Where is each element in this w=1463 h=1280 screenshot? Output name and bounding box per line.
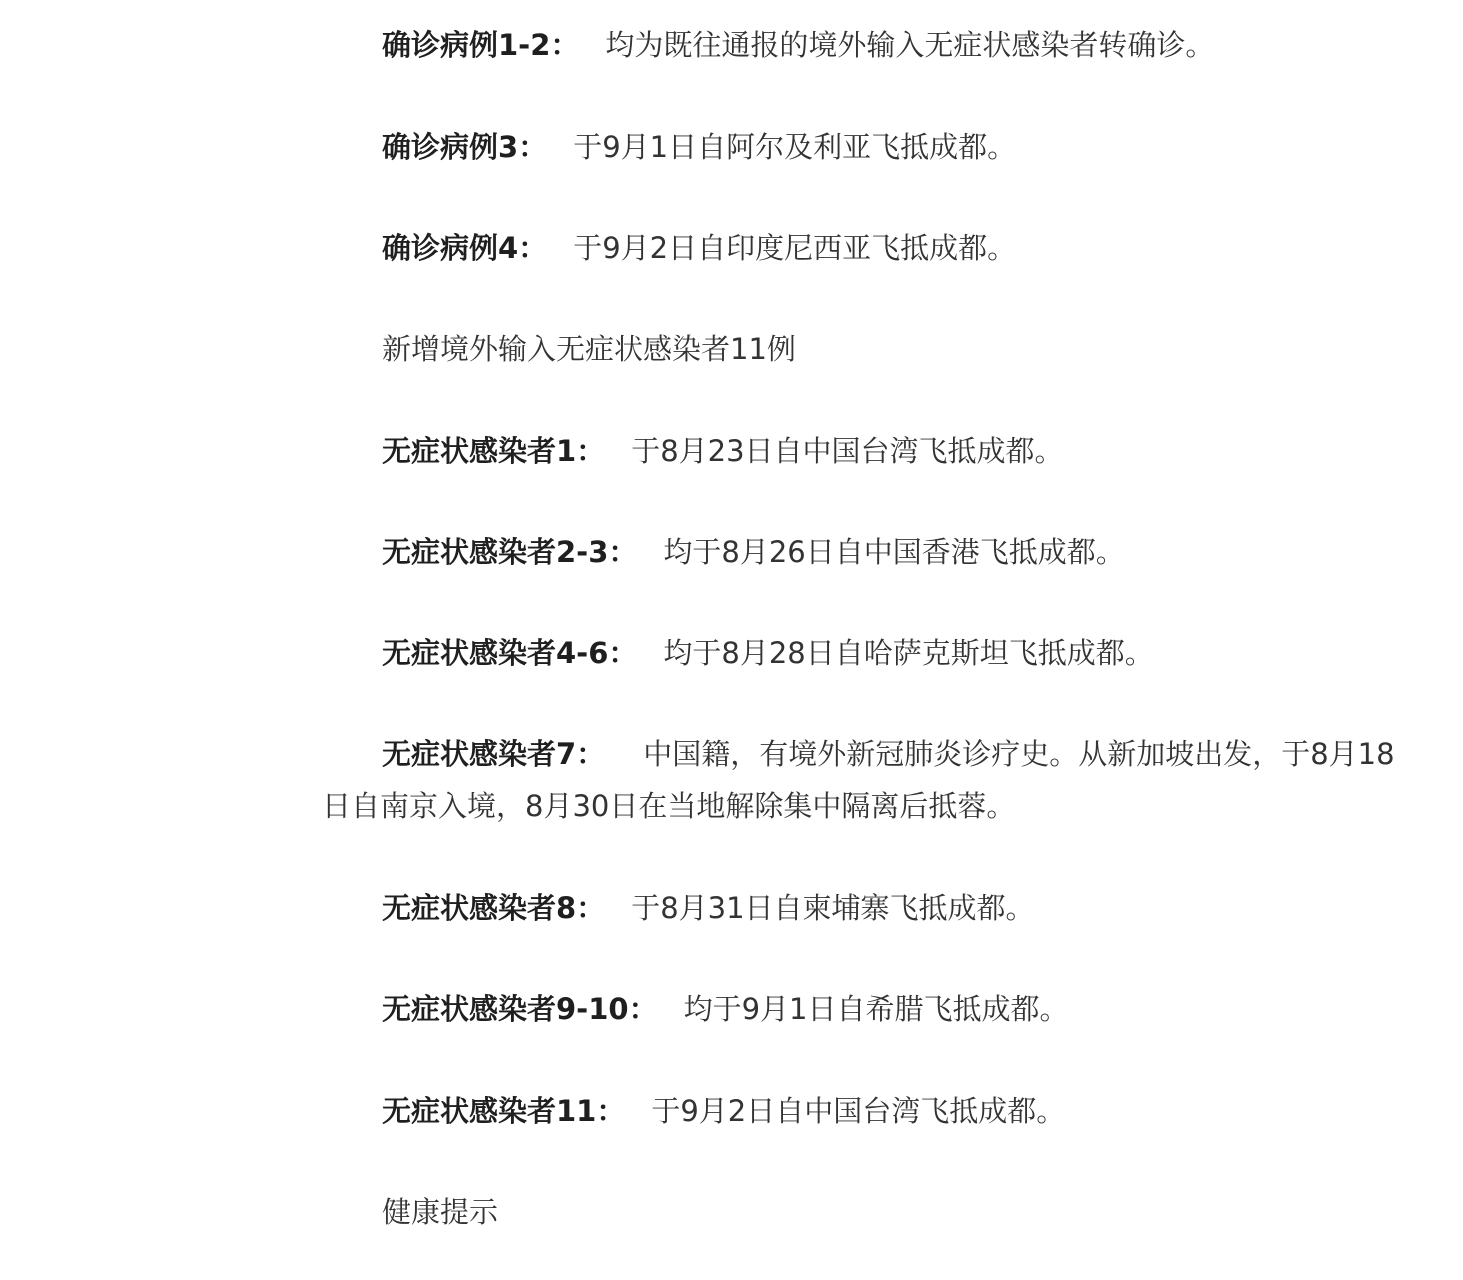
paragraph-label: 无症状感染者7：	[382, 737, 606, 771]
paragraph-text: 于9月1日自阿尔及利亚飞抵成都。	[573, 130, 1017, 164]
paragraph-asymptomatic-8	[322, 882, 1412, 934]
paragraph-text: 均于9月1日自希腊飞抵成都。	[683, 992, 1069, 1026]
paragraph-label: 无症状感染者8：	[382, 891, 606, 925]
paragraph-text: 于8月31日自柬埔寨飞抵成都。	[631, 891, 1035, 925]
paragraph-label: 无症状感染者4-6：	[382, 636, 638, 670]
paragraph-text: 均为既往通报的境外输入无症状感染者转确诊。	[605, 28, 1215, 62]
paragraph-asymptomatic-11	[322, 1085, 1412, 1137]
section-heading: 新增境外输入无症状感染者11例	[382, 332, 796, 366]
paragraph-label: 无症状感染者1：	[382, 434, 606, 468]
paragraph-confirmed-3	[322, 121, 1412, 173]
paragraph-asymptomatic-1	[322, 425, 1412, 477]
paragraph-asymptomatic-2-3	[322, 526, 1412, 578]
paragraph-label: 确诊病例1-2：	[382, 28, 580, 62]
paragraph-asymptomatic-7	[322, 728, 1412, 832]
paragraph-label: 确诊病例3：	[382, 130, 548, 164]
paragraph-text: 均于8月26日自中国香港飞抵成都。	[663, 535, 1125, 569]
paragraph-text: 于9月2日自中国台湾飞抵成都。	[651, 1094, 1066, 1128]
paragraph-text: 均于8月28日自哈萨克斯坦飞抵成都。	[663, 636, 1154, 670]
paragraph-health-tips	[322, 1186, 1412, 1238]
paragraph-text: 于8月23日自中国台湾飞抵成都。	[631, 434, 1064, 468]
paragraph-label: 无症状感染者11：	[382, 1094, 626, 1128]
paragraph-asymptomatic-4-6	[322, 627, 1412, 679]
section-heading: 健康提示	[382, 1195, 499, 1229]
paragraph-text: 于9月2日自印度尼西亚飞抵成都。	[573, 231, 1017, 265]
paragraph-label: 确诊病例4：	[382, 231, 548, 265]
paragraph-asymptomatic-heading	[322, 323, 1412, 375]
paragraph-asymptomatic-9-10	[322, 983, 1412, 1035]
paragraph-text: 中国籍，有境外新冠肺炎诊疗史。从新加坡出发，于8月18日自南京入境，8月30日在当地解除集中隔离后抵蓉。	[322, 737, 1395, 823]
paragraph-label: 无症状感染者9-10：	[382, 992, 658, 1026]
paragraph-label: 无症状感染者2-3：	[382, 535, 638, 569]
paragraph-confirmed-1-2	[322, 19, 1412, 71]
paragraph-confirmed-4	[322, 222, 1412, 274]
